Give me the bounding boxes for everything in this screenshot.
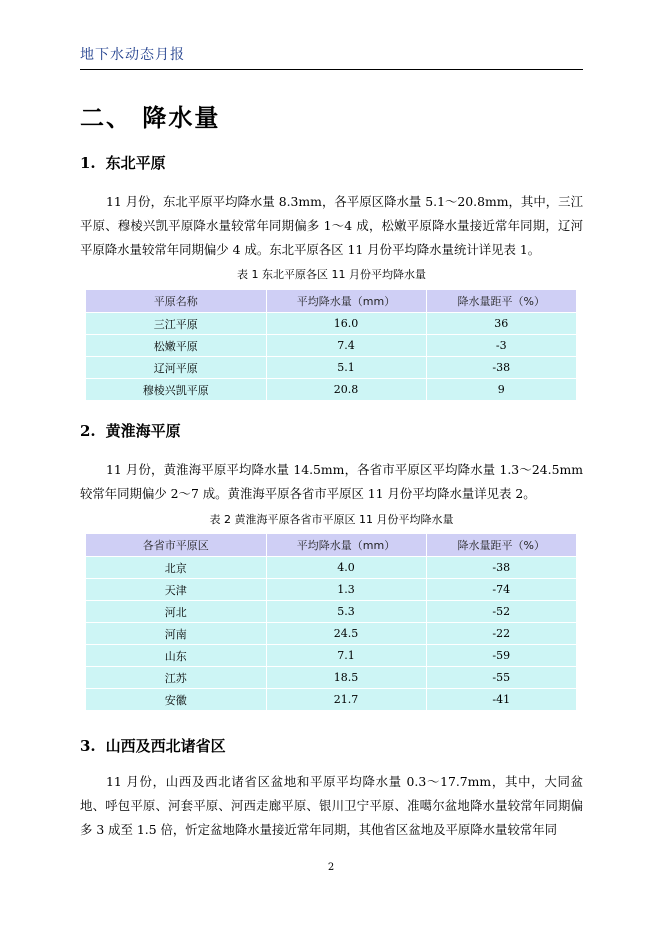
table-cell: 9 xyxy=(426,379,576,401)
table1-header-avg: 平均降水量（mm） xyxy=(266,290,426,313)
subheading-huanghuaihai-plain xyxy=(80,420,181,441)
table-cell: 河北 xyxy=(86,601,266,623)
table1-header-region: 平原名称 xyxy=(86,290,266,313)
table-row xyxy=(86,601,576,623)
table-cell: -38 xyxy=(426,357,576,379)
table2-header-avg: 平均降水量（mm） xyxy=(266,534,426,557)
table-cell: 江苏 xyxy=(86,667,266,689)
table-cell: 5.1 xyxy=(266,357,426,379)
table-row xyxy=(86,335,576,357)
table-cell: 20.8 xyxy=(266,379,426,401)
subheading-number: 1. xyxy=(80,154,96,172)
table-cell: 4.0 xyxy=(266,557,426,579)
table-row xyxy=(86,557,576,579)
table-cell: 36 xyxy=(426,313,576,335)
running-header: 地下水动态月报 xyxy=(80,47,185,63)
table-cell: 三江平原 xyxy=(86,313,266,335)
table-cell: 24.5 xyxy=(266,623,426,645)
table-cell: -74 xyxy=(426,579,576,601)
table1 xyxy=(86,290,576,400)
table-cell: 辽河平原 xyxy=(86,357,266,379)
table-cell: -52 xyxy=(426,601,576,623)
subheading-title: 黄淮海平原 xyxy=(105,422,181,440)
table-cell: 山东 xyxy=(86,645,266,667)
table-row xyxy=(86,357,576,379)
subheading-title: 山西及西北诸省区 xyxy=(105,737,226,755)
table2-caption: 表 2 黄淮海平原各省市平原区 11 月份平均降水量 xyxy=(209,513,454,526)
subheading-northeast-plain xyxy=(80,152,166,173)
table-cell: -22 xyxy=(426,623,576,645)
table-cell: 16.0 xyxy=(266,313,426,335)
subheading-number: 2. xyxy=(80,422,96,440)
table-cell: 北京 xyxy=(86,557,266,579)
table-cell: 21.7 xyxy=(266,689,426,711)
table-row xyxy=(86,667,576,689)
table-cell: 穆棱兴凯平原 xyxy=(86,379,266,401)
table-cell: -38 xyxy=(426,557,576,579)
header-rule xyxy=(80,69,583,70)
table-cell: 天津 xyxy=(86,579,266,601)
table-cell: 18.5 xyxy=(266,667,426,689)
table1-header-anomaly: 降水量距平（%） xyxy=(426,290,576,313)
table2-header-anomaly: 降水量距平（%） xyxy=(426,534,576,557)
page-number: 2 xyxy=(327,862,335,873)
paragraph-northeast-plain: 11 月份，东北平原平均降水量 8.3mm，各平原区降水量 5.1～20.8mm，其中，三江平原、穆棱兴凯平原降水量较常年同期偏多 1～4 成，松嫩平原降水量接近常年同期，辽河平原降水量较常年同期偏少 4 成。东北平原各区 11 月份平均降水量统计详见表 1。 xyxy=(80,194,583,257)
table-row xyxy=(86,623,576,645)
paragraph-huanghuaihai-plain: 11 月份，黄淮海平原平均降水量 14.5mm，各省市平原区平均降水量 1.3～24.5mm 较常年同期偏少 2～7 成。黄淮海平原各省市平原区 11 月份平均降水量详见表 2。 xyxy=(80,462,583,501)
subheading-title: 东北平原 xyxy=(105,154,166,172)
table1-header-row xyxy=(86,290,576,313)
table2 xyxy=(86,534,576,710)
table-cell: 松嫩平原 xyxy=(86,335,266,357)
table-row xyxy=(86,379,576,401)
table-row xyxy=(86,689,576,711)
table2-header-region: 各省市平原区 xyxy=(86,534,266,557)
table-cell: -3 xyxy=(426,335,576,357)
table1-caption: 表 1 东北平原各区 11 月份平均降水量 xyxy=(237,268,426,281)
table-cell: 5.3 xyxy=(266,601,426,623)
section-title: 二、 降水量 xyxy=(80,104,221,132)
table-row xyxy=(86,313,576,335)
subheading-shanxi-northwest xyxy=(80,735,226,756)
table-row xyxy=(86,579,576,601)
table-cell: -41 xyxy=(426,689,576,711)
table-cell: 1.3 xyxy=(266,579,426,601)
table-cell: 安徽 xyxy=(86,689,266,711)
paragraph-shanxi-northwest: 11 月份，山西及西北诸省区盆地和平原平均降水量 0.3～17.7mm，其中，大同盆地、呼包平原、河套平原、河西走廊平原、银川卫宁平原、准噶尔盆地降水量较常年同期偏多 3 成至 1.5 倍，忻定盆地降水量接近常年同期，其他省区盆地及平原降水量较常年同 xyxy=(80,774,583,837)
table-cell: 河南 xyxy=(86,623,266,645)
table-row xyxy=(86,645,576,667)
table2-header-row xyxy=(86,534,576,557)
table-cell: 7.1 xyxy=(266,645,426,667)
table-cell: -55 xyxy=(426,667,576,689)
table-cell: -59 xyxy=(426,645,576,667)
subheading-number: 3. xyxy=(80,737,96,755)
table-cell: 7.4 xyxy=(266,335,426,357)
